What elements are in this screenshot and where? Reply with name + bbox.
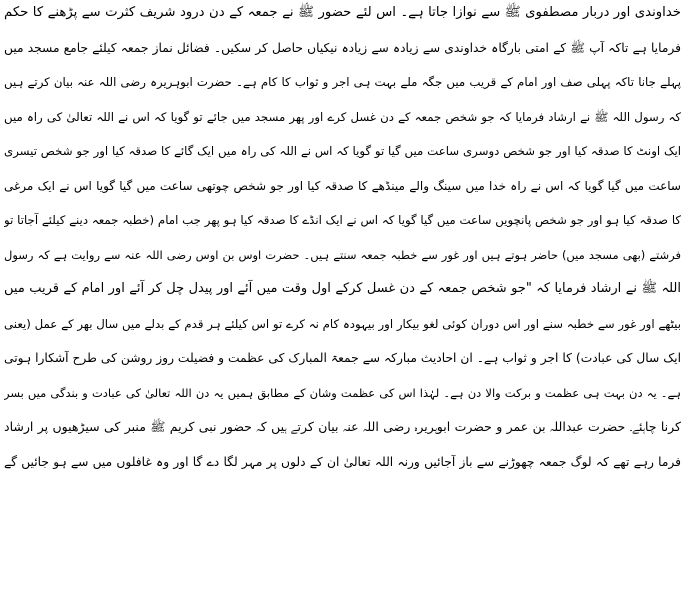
text-line-11: ایک سال کی عبادت) کا اجر و ثواب ہے۔ ان احادیث مبارکہ سے جمعۃ المبارک کی عظمت و فضیلت روز روشن کی طرح آشکارا ہوتی [4,351,681,365]
text-line-6: ساعت میں گیا گویا کہ اس نے راہ خدا میں سینگ والے مینڈھے کا صدقہ کیا اور جو شخص چوتھی ساعت میں گیا گویا اس نے ایک مرغی [4,178,681,193]
text-line-13: کرنا چاہئے۔ حضرت عبداللہ بن عمر و حضرت ابوہریرہ رضی اللہ عنہ بیان کرتے ہیں کہ حضور نبی کریم ﷺ منبر کی سیڑھیوں پر ارشاد [4,419,681,434]
text-line-3: پہلے جانا تاکہ پہلی صف اور امام کے قریب میں جگہ ملے بہت ہی اجر و ثواب کا کام ہے۔ حضرت ابوہریرہ رضی اللہ عنہ بیان کرتے ہیں [4,75,681,89]
text-line-2: فرمایا ہے تاکہ آپ ﷺ کے امتی بارگاہ خداوندی سے زیادہ سے زیادہ نیکیاں حاصل کر سکیں۔ فضائل نماز جمعہ کیلئے جامع مسجد میں [4,40,681,55]
text-line-12: ہے۔ یہ دن بہت ہی عظمت و برکت والا دن ہے۔ لہٰذا اس کی عظمت وشان کے مطابق ہمیں یہ دن اللہ تعالیٰ کی عبادت و بندگی میں بسر [4,385,681,400]
text-line-4: کہ رسول اللہ ﷺ نے ارشاد فرمایا کہ جو شخص جمعہ کے دن غسل کرے اور پھر مسجد میں جائے تو گویا کہ اس نے اللہ تعالیٰ کی راہ میں [4,109,681,124]
text-line-9: اللہ ﷺ نے ارشاد فرمایا کہ "جو شخص جمعہ کے دن غسل کرکے اول وقت میں آئے اور پیدل چل کر آئے اور امام کے قریب میں [4,281,681,296]
text-line-1: خداوندی اور دربار مصطفوی ﷺ سے نوازا جاتا ہے۔ اس لئے حضور ﷺ نے جمعہ کے دن درود شریف کثرت سے پڑھنے کا حکم [4,5,681,20]
text-line-8: فرشتے (بھی مسجد میں) حاضر ہوتے ہیں اور غور سے خطبہ جمعہ سنتے ہیں۔ حضرت اوس بن اوس رضی اللہ عنہ سے روایت ہے کہ رسول [4,247,681,262]
text-line-5: ایک اونٹ کا صدقہ کیا اور جو شخص دوسری ساعت میں گیا تو گویا کہ اس نے اللہ کی راہ میں ایک گائے کا صدقہ کیا اور جو شخص تیسری [4,144,681,158]
text-line-14: فرما رہے تھے کہ لوگ جمعہ چھوڑنے سے باز آجائیں ورنہ اللہ تعالیٰ ان کے دلوں پر مہر لگا دے گا اور وہ غافلوں میں سے ہو جائیں گے [4,454,681,469]
text-line-10: بیٹھے اور غور سے خطبہ سنے اور اس دوران کوئی لغو بیکار اور بیہودہ کام نہ کرے تو اس کیلئے ہر قدم کے بدلے میں سال بھر کے عمل (یعنی [4,316,681,331]
text-line-7: کا صدقہ کیا ہو اور جو شخص پانچویں ساعت میں گیا گویا کہ اس نے ایک انڈے کا صدقہ کیا ہو پھر جب امام (خطبہ جمعہ دینے کیلئے آجاتا تو [4,213,681,227]
